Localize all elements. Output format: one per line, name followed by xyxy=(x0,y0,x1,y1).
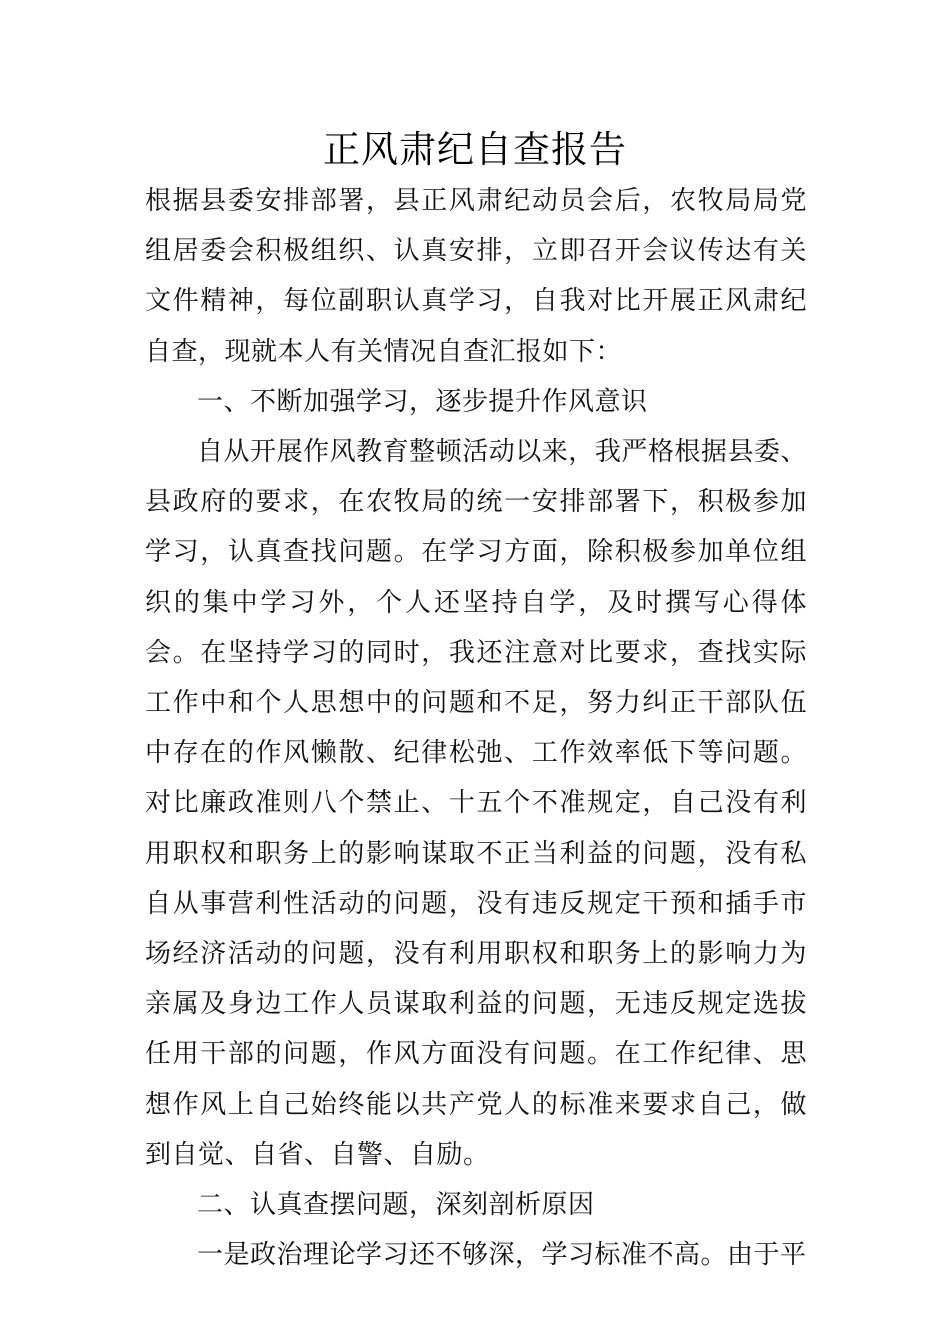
body-paragraph: 自从开展作风教育整顿活动以来，我严格根据县委、县政府的要求，在农牧局的统一安排部署下，积极参加学习，认真查找问题。在学习方面，除积极参加单位组织的集中学习外，个人还坚持自学，及时撰写心得体会。在坚持学习的同时，我还注意对比要求，查找实际工作中和个人思想中的问题和不足，努力纠正干部队伍中存在的作风懒散、纪律松弛、工作效率低下等问题。对比廉政准则八个禁止、十五个不准规定，自己没有利用职权和职务上的影响谋取不正当利益的问题，没有私自从事营利性活动的问题，没有违反规定干预和插手市场经济活动的问题，没有利用职权和职务上的影响力为亲属及身边工作人员谋取利益的问题，无违反规定选拔任用干部的问题，作风方面没有问题。在工作纪律、思想作风上自己始终能以共产党人的标准来要求自己，做到自觉、自省、自警、自励。 xyxy=(145,437,807,1170)
section-heading-1: 一、不断加强学习，逐步提升作风意识 xyxy=(197,386,648,417)
intro-paragraph: 根据县委安排部署，县正风肃纪动员会后，农牧局局党组居委会积极组织、认真安排，立即召开会议传达有关文件精神，每位副职认真学习，自我对比开展正风肃纪自查，现就本人有关情况自查汇报如下： xyxy=(145,186,807,367)
body-paragraph-partial: 一是政治理论学习还不够深，学习标准不高。由于平 xyxy=(197,1240,807,1271)
document-title: 正风肃纪自查报告 xyxy=(323,128,627,171)
document-body xyxy=(145,176,807,1280)
section-heading-2: 二、认真查摆问题，深刻剖析原因 xyxy=(197,1190,595,1221)
